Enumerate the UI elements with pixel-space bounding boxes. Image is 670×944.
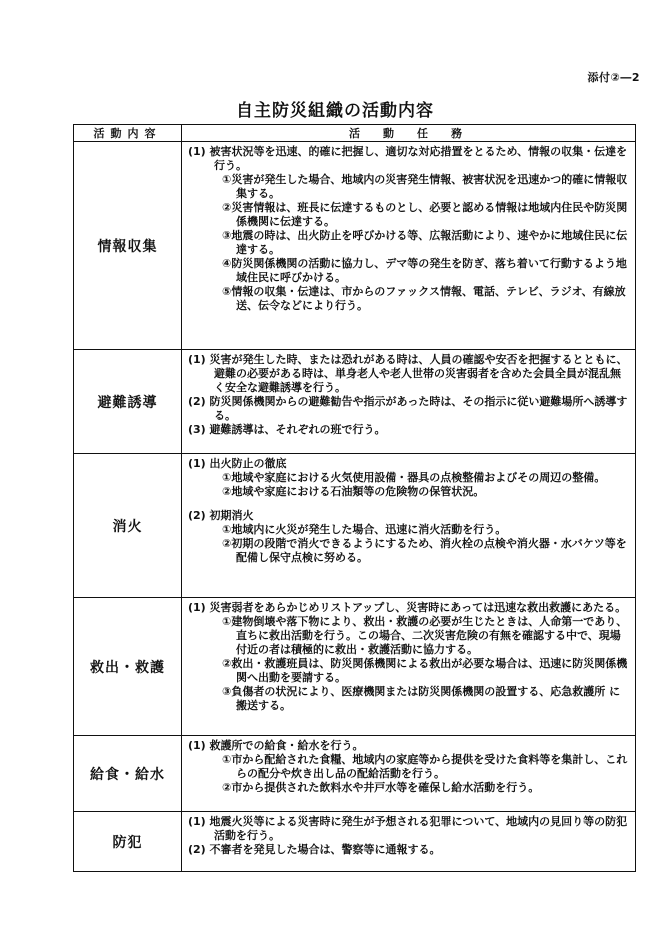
task-item: (1) 災害が発生した時、または恐れがある時は、人員の確認や安否を把握するとともに、避難の必要がある時は、単身老人や老人世帯の災害弱者を含めた会員全員が混乱無く安全な避難誘導を行う。 bbox=[188, 353, 628, 394]
task-cell bbox=[182, 736, 636, 812]
task-subitem: ①地域内に火災が発生した場合、迅速に消火活動を行う。 bbox=[222, 523, 507, 536]
category-cell: 消火 bbox=[74, 454, 182, 598]
header-task: 活 動 任 務 bbox=[182, 125, 636, 142]
task-cell bbox=[182, 812, 636, 872]
task-cell bbox=[182, 142, 636, 350]
task-item: (1) 災害弱者をあらかじめリストアップし、災害時にあっては迅速な救出救護にあたる。 bbox=[188, 601, 627, 614]
activity-table bbox=[73, 124, 636, 872]
task-subitem: ③地震の時は、出火防止を呼びかける等、広報活動により、速やかに地域住民に伝達する。 bbox=[222, 229, 628, 256]
task-item: (3) 避難誘導は、それぞれの班で行う。 bbox=[188, 423, 386, 436]
task-subitem: ④防災関係機関の活動に協力し、デマ等の発生を防ぎ、落ち着いて行動するよう地域住民に呼びかける。 bbox=[222, 257, 627, 284]
header-activity: 活動内容 bbox=[74, 125, 182, 142]
task-subitem: ①建物倒壊や落下物により、救出・救護の必要が生じたときは、人命第一であり、直ちに救出活動を行う。この場合、二次災害危険の有無を確認する中で、現場付近の者は積極的に救出・救護活動に協力する。 bbox=[222, 615, 628, 656]
task-subitem: ②救出・救護班員は、防災関係機関による救出が必要な場合は、迅速に防災関係機関へ出動を要請する。 bbox=[222, 657, 628, 684]
category-cell: 防犯 bbox=[74, 812, 182, 872]
task-item: (2) 防災関係機関からの避難勧告や指示があった時は、その指示に従い避難場所へ誘導する。 bbox=[188, 395, 628, 422]
task-item: (1) 被害状況等を迅速、的確に把握し、適切な対応措置をとるため、情報の収集・伝達を行う。 bbox=[188, 145, 628, 172]
page-title: 自主防災組織の活動内容 bbox=[236, 101, 434, 121]
table-row bbox=[74, 142, 636, 350]
task-subitem: ②災害情報は、班長に伝達するものとし、必要と認める情報は地域内住民や防災関係機関に伝達する。 bbox=[222, 201, 628, 228]
table-row bbox=[74, 598, 636, 736]
task-cell bbox=[182, 598, 636, 736]
attachment-label: 添付②―2 bbox=[587, 71, 640, 84]
task-item: (2) 不審者を発見した場合は、警察等に通報する。 bbox=[188, 843, 441, 856]
spacer bbox=[188, 499, 631, 509]
category-cell: 救出・救護 bbox=[74, 598, 182, 736]
category-cell: 情報収集 bbox=[74, 142, 182, 350]
category-cell: 避難誘導 bbox=[74, 350, 182, 454]
task-subitem: ③負傷者の状況により、医療機関または防災関係機関の設置する、応急救護所 に搬送する。 bbox=[222, 685, 621, 712]
table-row bbox=[74, 812, 636, 872]
category-cell: 給食・給水 bbox=[74, 736, 182, 812]
table-row bbox=[74, 736, 636, 812]
task-subitem: ②初期の段階で消火できるようにするため、消火栓の点検や消火器・水バケツ等を配備し保守点検に努める。 bbox=[222, 537, 627, 564]
table-row bbox=[74, 350, 636, 454]
task-subitem: ⑤情報の収集・伝達は、市からのファックス情報、電話、テレビ、ラジオ、有線放送、伝令などにより行う。 bbox=[222, 285, 626, 312]
task-cell bbox=[182, 454, 636, 598]
task-subitem: ①災害が発生した場合、地域内の災害発生情報、被害状況を迅速かつ的確に情報収集する。 bbox=[222, 173, 628, 200]
task-item: (1) 救護所での給食・給水を行う。 bbox=[188, 739, 364, 752]
task-subitem: ②市から提供された飲料水や井戸水等を確保し給水活動を行う。 bbox=[222, 781, 540, 794]
table-header-row bbox=[74, 125, 636, 142]
table-row bbox=[74, 454, 636, 598]
task-subitem: ②地域や家庭における石油類等の危険物の保管状況。 bbox=[222, 485, 485, 498]
task-item: (2) 初期消火 bbox=[188, 509, 254, 522]
task-cell bbox=[182, 350, 636, 454]
task-item: (1) 出火防止の徹底 bbox=[188, 457, 287, 470]
task-subitem: ①市から配給された食糧、地域内の家庭等から提供を受けた食料等を集計し、これらの配分や炊き出し品の配給活動を行う。 bbox=[222, 753, 628, 780]
task-item: (1) 地震火災等による災害時に発生が予想される犯罪について、地域内の見回り等の防犯活動を行う。 bbox=[188, 815, 628, 842]
task-subitem: ①地域や家庭における火気使用設備・器具の点検整備およびその周辺の整備。 bbox=[222, 471, 606, 484]
